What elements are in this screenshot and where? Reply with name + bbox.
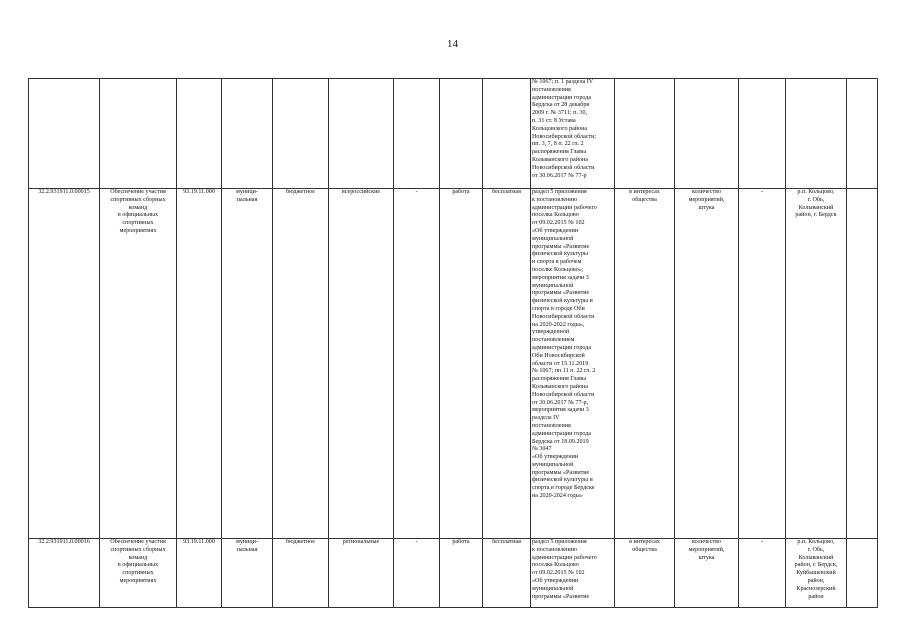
cell-payment: [483, 539, 531, 608]
cell-okved: [177, 79, 222, 189]
cell-text-name: Обеспечение участия спортивных сборных команд в официальных спортивных мероприятиях: [110, 539, 166, 584]
cell-text-institution-type: муници- пальная: [236, 189, 258, 203]
cell-text-indicator: количество мероприятий, штука: [688, 539, 725, 561]
cell-text-interests: в интересах общества: [629, 189, 660, 203]
cell-text-okved: 93.19.11.000: [183, 189, 215, 195]
cell-dash: [739, 539, 786, 608]
cell-funding: [273, 189, 329, 539]
cell-text-payment: бесплатная: [492, 189, 521, 195]
cell-dash: [394, 539, 440, 608]
cell-text-level: всероссийские: [341, 189, 381, 195]
services-registry-table: [28, 78, 878, 608]
cell-kind: [440, 539, 483, 608]
cell-name: [100, 79, 177, 189]
cell-text-code: 32.2.931911.0.00016: [38, 539, 90, 545]
cell-text-name: Обеспечение участия спортивных сборных команд в официальных спортивных мероприятиях: [110, 189, 166, 234]
cell-okved: [177, 189, 222, 539]
cell-text-interests: в интересах общества: [629, 539, 660, 553]
table-row: [29, 539, 878, 608]
cell-text-code: 32.2.931911.0.00015: [38, 189, 90, 195]
cell-dash: [739, 189, 786, 539]
cell-text-dash2: -: [760, 539, 764, 545]
cell-text-indicator: количество мероприятий, штука: [688, 189, 725, 211]
cell-text-basis: раздел 5 приложения к постановлению администрации рабочего поселка Кольцово от 09.02.2015 № 102 «Об утверждении муниципальной программы «Развитие: [532, 539, 597, 600]
cell-interests: [615, 539, 675, 608]
page-number: 14: [447, 38, 458, 50]
cell-interests: [615, 79, 675, 189]
cell-indicator: [675, 79, 739, 189]
cell-code: [29, 539, 100, 608]
cell-payment: [483, 189, 531, 539]
cell-kind: [440, 79, 483, 189]
cell-text-institution-type: муници- пальная: [236, 539, 258, 553]
cell-level: [329, 189, 394, 539]
cell-dash: [394, 189, 440, 539]
cell-name: [100, 539, 177, 608]
cell-okved: [177, 539, 222, 608]
cell-interests: [615, 189, 675, 539]
cell-text-basis: раздел 5 приложения к постановлению администрации рабочего поселка Кольцово от 09.02.2015 № 102 «Об утверждении муниципальной программы «Развитие физической культуры и спорта в рабочем поселке Кольцово»; мероприятия задачи 3 муниципальной программы «Развитие физической культуры и спорта в городе Оби Новосибирской области на 2020-2022 годы», утвержденной постановлением администрации города Оби Новосибирской области от 15.11.2019 № 1067; пп.11 п. 22 гл. 2 распоряжения Главы Колыванского района Новосибирской области от 30.06.2017 № 77-р, мероприятия задачи 3 раздела IV постановления администрации города Бердска от 18.09.2019 № 3047 «Об утверждении муниципальной программы «Развитие физической культуры и спорта в городе Бердске на 2020-2024 годы»: [532, 189, 597, 500]
table-row: [29, 189, 878, 539]
cell-basis: [531, 79, 615, 189]
cell-kind: [440, 189, 483, 539]
cell-text-payment: бесплатная: [492, 539, 521, 545]
cell-territory: [786, 79, 847, 189]
cell-institution-type: [222, 79, 273, 189]
cell-institution-type: [222, 539, 273, 608]
cell-text-funding: бюджетное: [285, 539, 316, 545]
cell-text-dash1: -: [415, 189, 418, 195]
cell-text-funding: бюджетное: [285, 189, 316, 195]
cell-funding: [273, 79, 329, 189]
table-row: [29, 79, 878, 189]
cell-institution-type: [222, 189, 273, 539]
cell-extra: [847, 79, 878, 189]
cell-code: [29, 189, 100, 539]
cell-extra: [847, 539, 878, 608]
cell-basis: [531, 189, 615, 539]
cell-text-dash2: -: [760, 189, 764, 195]
cell-territory: [786, 189, 847, 539]
cell-funding: [273, 539, 329, 608]
table-body: [29, 79, 878, 608]
cell-name: [100, 189, 177, 539]
cell-text-dash1: -: [415, 539, 418, 545]
cell-dash: [739, 79, 786, 189]
cell-text-level: региональные: [342, 539, 380, 545]
cell-indicator: [675, 189, 739, 539]
cell-dash: [394, 79, 440, 189]
cell-indicator: [675, 539, 739, 608]
cell-territory: [786, 539, 847, 608]
cell-level: [329, 539, 394, 608]
cell-basis: [531, 539, 615, 608]
cell-text-territory: р.п. Кольцово, г. Обь, Колыванский район, г. Бердск, Куйбышевский район, Краснозерский район: [794, 539, 838, 600]
cell-text-basis: № 1067; п. 1 раздела IV постановления администрации города Бердска от 28 декабря 2009 г. № 3711; п. 30, п. 31 ст. 8 Устава Кольцовского района Новосибирской области; пп. 3, 7, 8 п. 22 гл. 2 распоряжения Главы Колыванского района Новосибирской области от 30.06.2017 № 77-р: [532, 79, 597, 179]
cell-text-okved: 93.19.11.000: [183, 539, 215, 545]
cell-text-kind: работа: [452, 539, 470, 545]
cell-payment: [483, 79, 531, 189]
cell-extra: [847, 189, 878, 539]
cell-level: [329, 79, 394, 189]
cell-code: [29, 79, 100, 189]
cell-text-territory: р.п. Кольцово, г. Обь, Колыванский район, г. Бердск: [795, 189, 837, 219]
cell-text-kind: работа: [452, 189, 470, 195]
